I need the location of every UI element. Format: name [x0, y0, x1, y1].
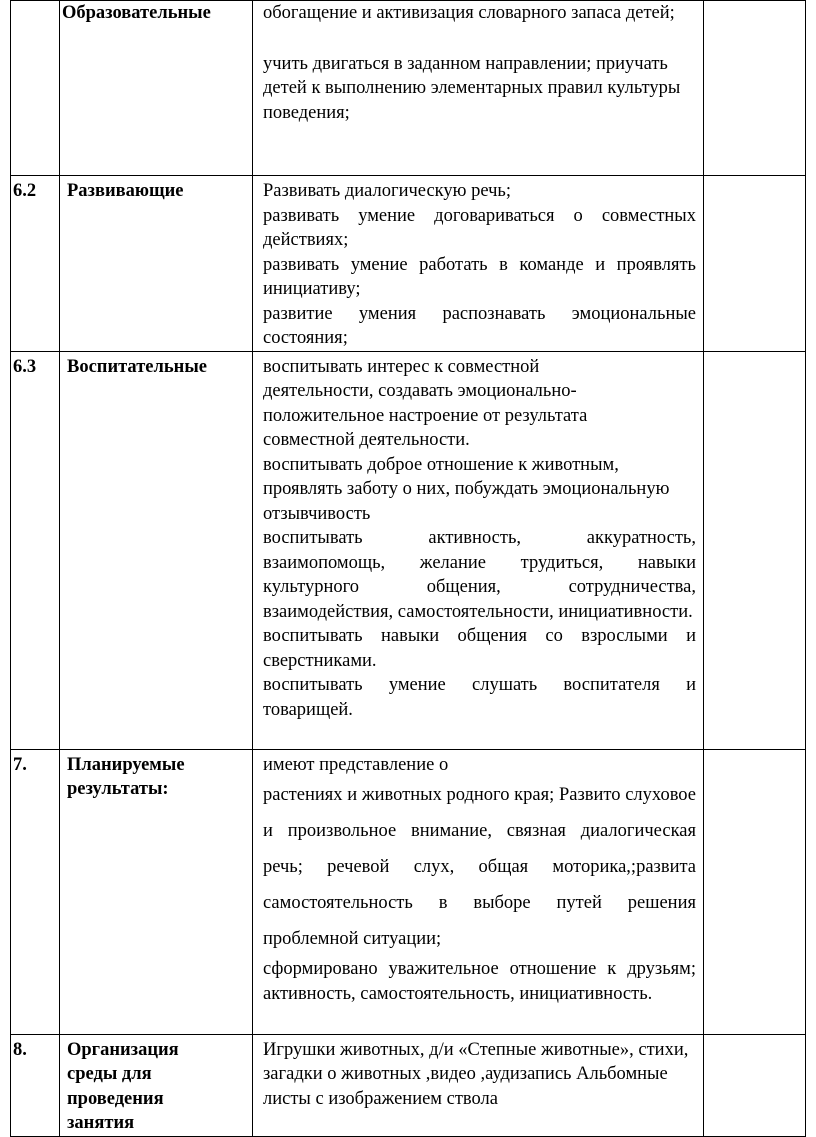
- table-row: [11, 1034, 806, 1136]
- content-line: воспитывать навыки общения со взрослыми и сверстниками.: [263, 626, 696, 671]
- content-line: имеют представление о: [263, 754, 449, 775]
- content-line: воспитывать активность, аккуратность, взаимопомощь, желание трудиться, навыки культурного общения, сотрудничества, взаимодействия, самостоятельности, инициативности.: [263, 528, 696, 622]
- content-line: Развивать диалогическую речь;: [263, 181, 511, 201]
- content-line: воспитывать умение слушать воспитателя и товарищей.: [263, 675, 696, 720]
- table-row: [11, 1, 806, 176]
- notes-cell: [704, 749, 806, 1034]
- table-row: [11, 351, 806, 749]
- notes-cell: [704, 176, 806, 352]
- content-line: сформировано уважительное отношение к друзьям; активность, самостоятельность, инициативность.: [263, 959, 696, 1004]
- row-number: [11, 1, 60, 176]
- row-content: [253, 176, 704, 352]
- content-line: воспитывать интерес к совместной деятельности, создавать эмоционально-положительное настроение от результата совместной деятельности.: [263, 356, 588, 450]
- row-content: [253, 749, 704, 1034]
- row-heading: Планируемые результаты:: [60, 749, 253, 1034]
- notes-cell: [704, 1, 806, 176]
- lesson-plan-table: [10, 0, 806, 1137]
- content-line: воспитывать доброе отношение к животным, проявлять заботу о них, побуждать эмоциональную отзывчивость: [263, 454, 670, 524]
- table-row: [11, 176, 806, 352]
- row-number: 6.2: [11, 176, 60, 352]
- content-line: обогащение и активизация словарного запаса детей;: [263, 3, 675, 23]
- row-heading: Развивающие: [60, 176, 253, 352]
- row-number: 6.3: [11, 351, 60, 749]
- content-line: растениях и животных родного края; Развито слуховое и произвольное внимание, связная диалогическая речь; речевой слух, общая моторика,;развита самостоятельность в выборе путей решения проблемной ситуации;: [263, 785, 696, 949]
- spacer: [263, 26, 696, 52]
- row-heading: [60, 1, 253, 176]
- notes-cell: [704, 351, 806, 749]
- content-line: развитие умения распознавать эмоциональные состояния;: [263, 303, 696, 348]
- notes-cell: [704, 1034, 806, 1136]
- content-line: развивать умение договариваться о совместных действиях;: [263, 205, 696, 250]
- row-content: [253, 1034, 704, 1136]
- row-heading: Организация среды для проведения занятия: [60, 1034, 253, 1136]
- row-content: [253, 1, 704, 176]
- content-line: развивать умение работать в команде и проявлять инициативу;: [263, 254, 696, 299]
- row-number: 7.: [11, 749, 60, 1034]
- row-heading-text: Образовательные: [62, 3, 211, 23]
- row-number: 8.: [11, 1034, 60, 1136]
- row-heading: Воспитательные: [60, 351, 253, 749]
- row-content: [253, 351, 704, 749]
- content-line: учить двигаться в заданном направлении; приучать детей к выполнению элементарных правил культуры поведения;: [263, 53, 681, 123]
- content-line: Игрушки животных, д/и «Степные животные», стихи, загадки о животных ,видео ,аудизапись Альбомные листы с изображением ствола: [263, 1039, 689, 1109]
- table-row: [11, 749, 806, 1034]
